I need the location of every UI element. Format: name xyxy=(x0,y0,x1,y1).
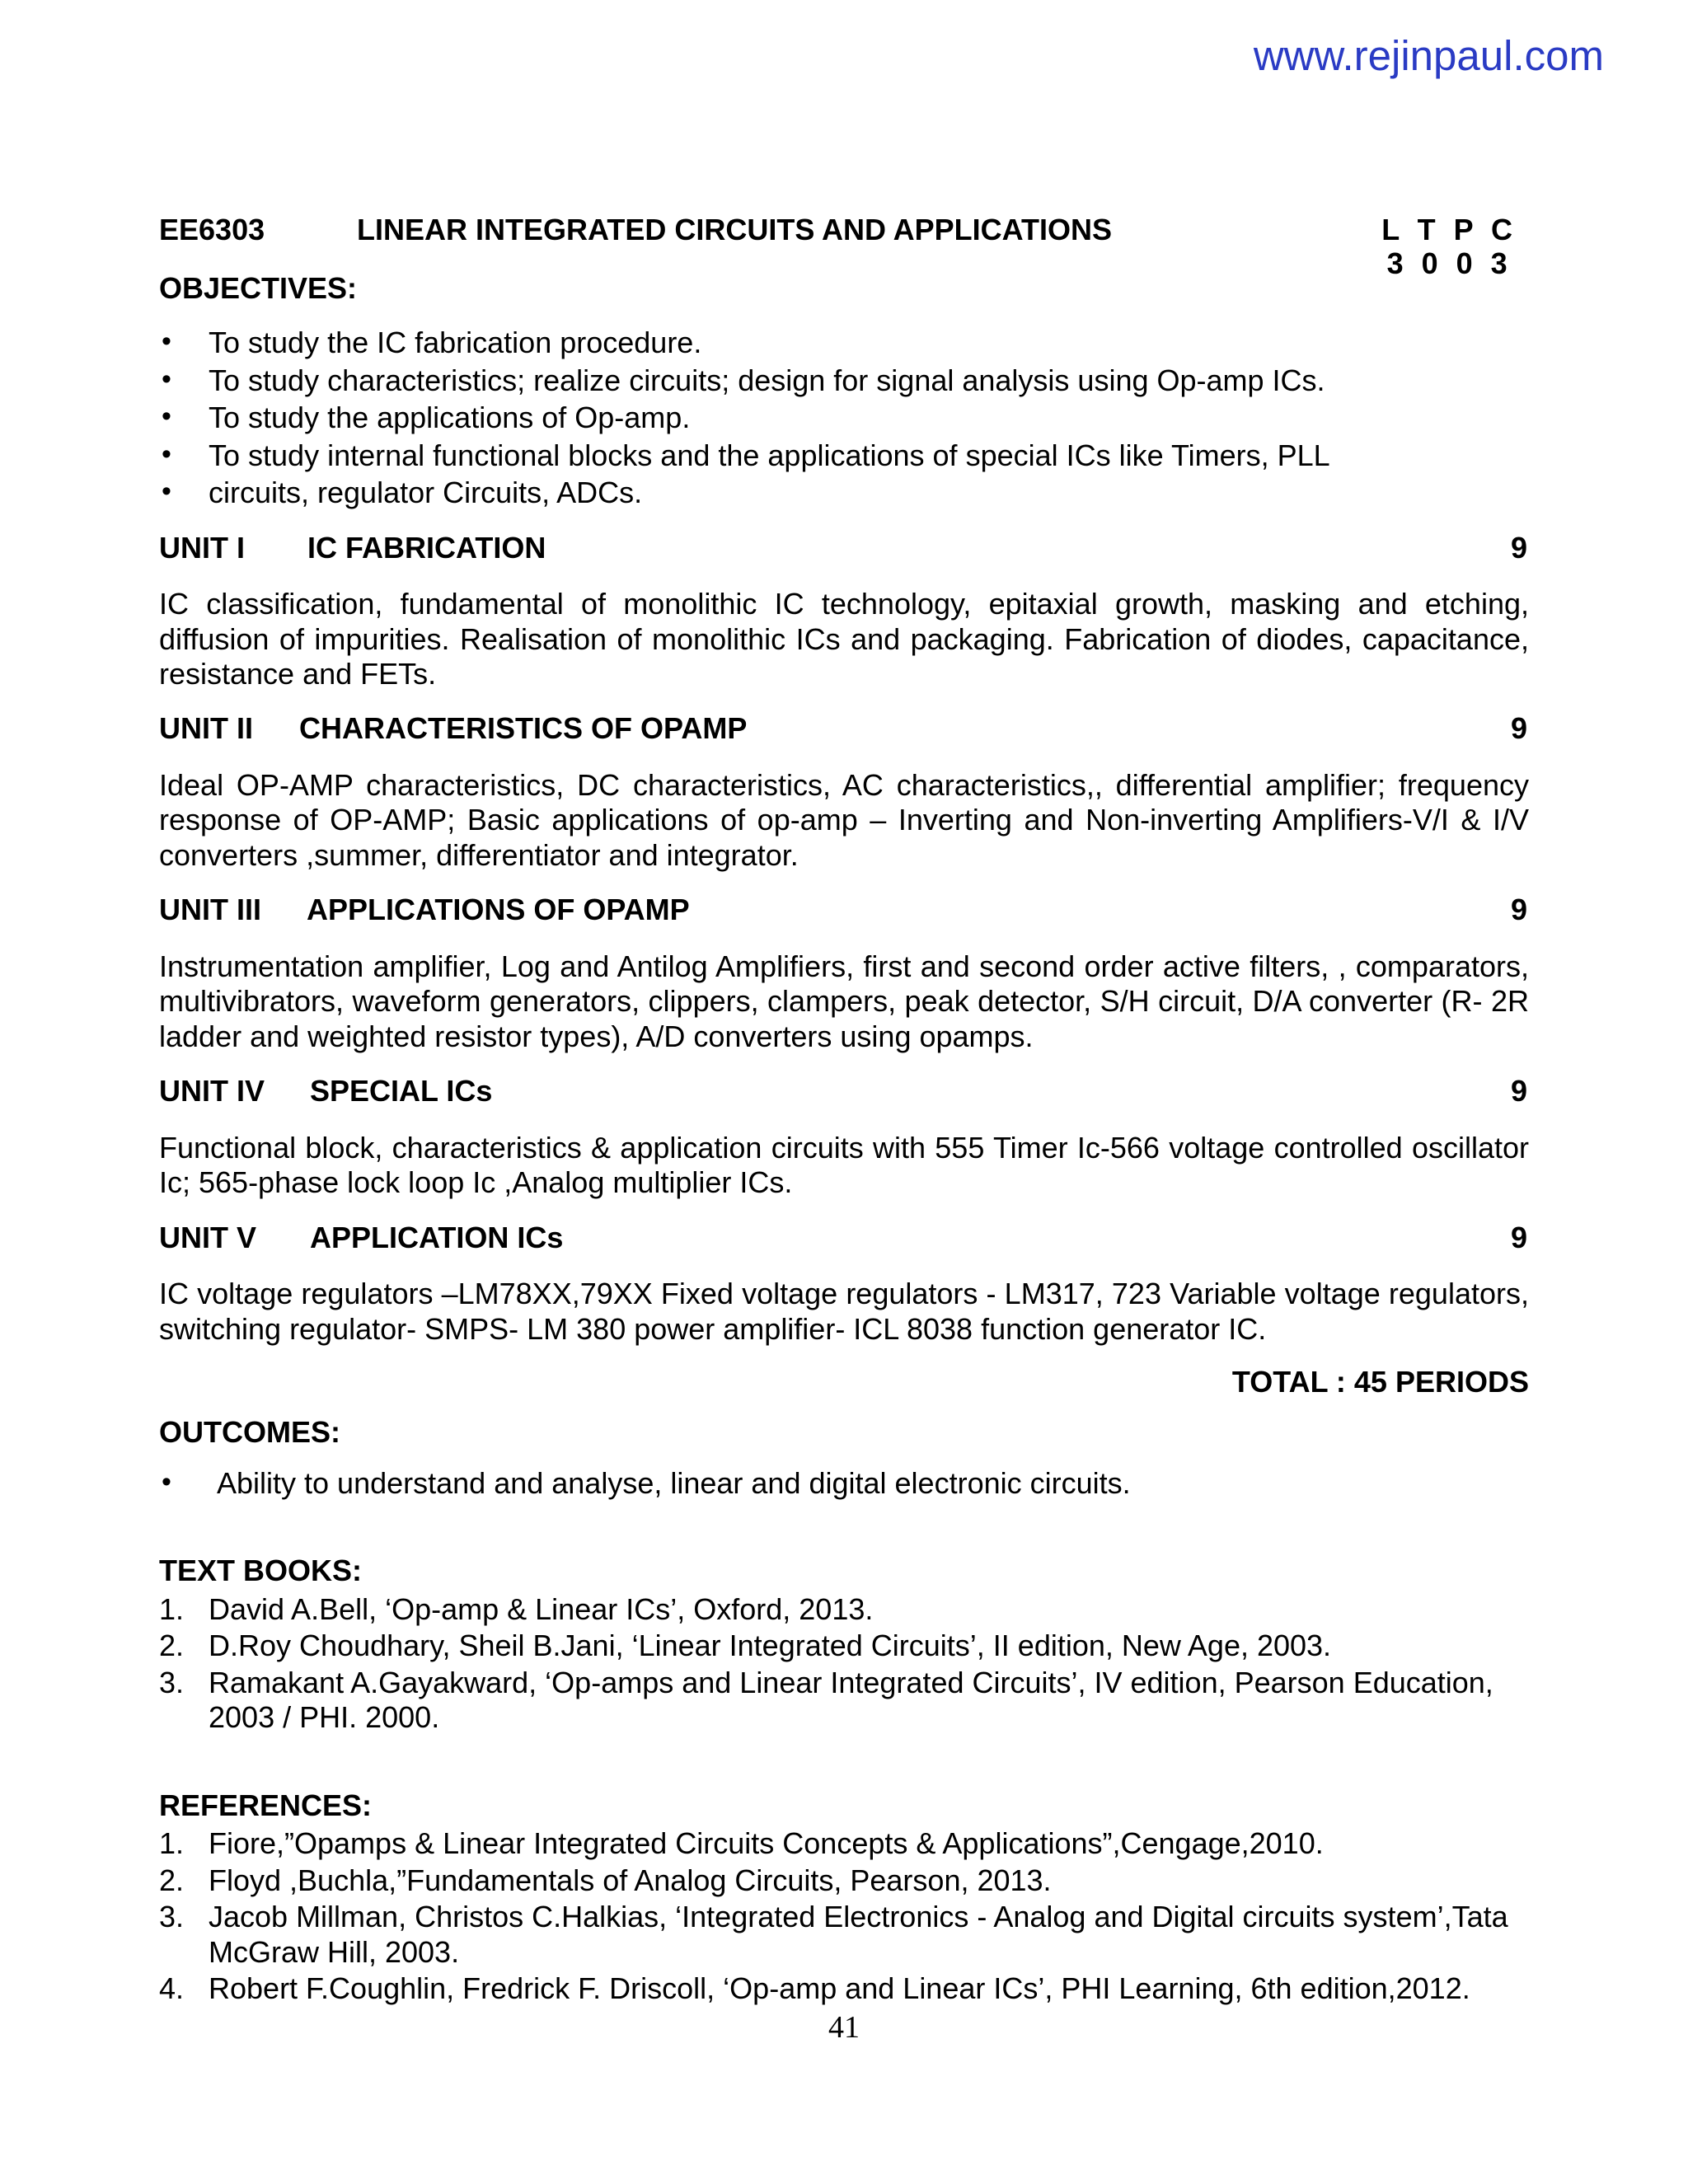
outcomes-heading: OUTCOMES: xyxy=(159,1414,340,1449)
list-item: • circuits, regulator Circuits, ADCs. xyxy=(159,476,1529,510)
unit-hours: 9 xyxy=(1510,1220,1527,1254)
item-number: 1. xyxy=(159,1826,185,1861)
item-text: David A.Bell, ‘Op-amp & Linear ICs’, Oxford, 2013. xyxy=(209,1591,874,1626)
outcomes-list xyxy=(159,1466,1529,1501)
item-number: 2. xyxy=(159,1863,185,1897)
unit-hours: 9 xyxy=(1510,530,1527,565)
unit-heading xyxy=(159,711,1529,746)
references-heading: REFERENCES: xyxy=(159,1788,373,1822)
unit-title: APPLICATION ICs xyxy=(310,1220,564,1254)
item-text: Ramakant A.Gayakward, ‘Op-amps and Linear Integrated Circuits’, IV edition, Pearson Education, 2003 / PHI. 2000. xyxy=(209,1665,1493,1735)
list-item: • To study characteristics; realize circuits; design for signal analysis using Op-amp ICs. xyxy=(159,363,1529,398)
unit-title: APPLICATIONS OF OPAMP xyxy=(307,893,690,927)
item-number: 1. xyxy=(159,1591,185,1626)
ltpc-block xyxy=(1381,213,1517,281)
unit-hours: 9 xyxy=(1510,893,1527,927)
item-text: Jacob Millman, Christos C.Halkias, ‘Integrated Electronics - Analog and Digital circuits system’,Tata McGraw Hill, 2003. xyxy=(209,1900,1508,1969)
list-item xyxy=(159,1629,1529,1663)
references-list xyxy=(159,1826,1529,2006)
unit-body: Functional block, characteristics & application circuits with 555 Timer Ic-566 voltage controlled oscillator Ic; 565-phase lock loop Ic ,Analog multiplier ICs. xyxy=(159,1130,1529,1200)
unit-title: SPECIAL ICs xyxy=(310,1074,493,1108)
item-number: 3. xyxy=(159,1665,185,1699)
unit-body: Ideal OP-AMP characteristics, DC characteristics, AC characteristics,, differential amplifier; frequency response of OP-AMP; Basic applications of op-amp – Inverting and Non-inverting Amplifiers-V/I & I/V converters ,summer, differentiator and integrator. xyxy=(159,767,1529,872)
unit-body: IC classification, fundamental of monolithic IC technology, epitaxial growth, masking and etching, diffusion of impurities. Realisation of monolithic ICs and packaging. Fabrication of diodes, capacitance, resistance and FETs. xyxy=(159,587,1529,691)
list-item xyxy=(159,1666,1529,1736)
page-number: 41 xyxy=(828,2010,860,2045)
unit-title: IC FABRICATION xyxy=(307,530,546,565)
unit-hours: 9 xyxy=(1510,1074,1527,1108)
unit-heading xyxy=(159,1074,1529,1108)
list-item: • To study the applications of Op-amp. xyxy=(159,401,1529,435)
ltpc-values: 3 0 0 3 xyxy=(1386,246,1512,281)
unit-id: UNIT V xyxy=(159,1220,257,1254)
unit-id: UNIT I xyxy=(159,530,245,565)
ltpc-labels: L T P C xyxy=(1381,213,1517,246)
list-item: • To study the IC fabrication procedure. xyxy=(159,326,1529,360)
item-text: Robert F.Coughlin, Fredrick F. Driscoll, ‘Op-amp and Linear ICs’, PHI Learning, 6th edition,2012. xyxy=(209,1971,1470,2006)
unit-body: IC voltage regulators –LM78XX,79XX Fixed voltage regulators - LM317, 723 Variable voltage regulators, switching regulator- SMPS- LM 380 power amplifier- ICL 8038 function generator IC. xyxy=(159,1277,1529,1346)
unit-heading xyxy=(159,531,1529,565)
total-periods: TOTAL : 45 PERIODS xyxy=(1231,1365,1529,1399)
unit-id: UNIT III xyxy=(159,893,261,927)
list-item xyxy=(159,1863,1529,1898)
unit-body: Instrumentation amplifier, Log and Antilog Amplifiers, first and second order active filters, , comparators, multivibrators, waveform generators, clippers, clampers, peak detector, S/H circuit, D/A converter (R- 2R ladder and weighted resistor types), A/D converters using opamps. xyxy=(159,949,1529,1053)
item-number: 3. xyxy=(159,1900,185,1934)
item-text: Fiore,”Opamps & Linear Integrated Circuits Concepts & Applications”,Cengage,2010. xyxy=(209,1826,1324,1861)
course-code: EE6303 xyxy=(159,213,265,246)
list-item xyxy=(159,1971,1529,2006)
text-books-heading: TEXT BOOKS: xyxy=(159,1554,363,1588)
course-title: LINEAR INTEGRATED CIRCUITS AND APPLICATIONS xyxy=(357,213,1112,246)
list-item xyxy=(159,1900,1529,1970)
objectives-heading: OBJECTIVES: xyxy=(159,270,358,305)
unit-hours: 9 xyxy=(1510,711,1527,746)
item-text: D.Roy Choudhary, Sheil B.Jani, ‘Linear Integrated Circuits’, II edition, New Age, 2003. xyxy=(209,1629,1332,1663)
unit-id: UNIT II xyxy=(159,711,253,746)
list-item: • To study internal functional blocks and the applications of special ICs like Timers, PLL xyxy=(159,438,1529,473)
text-books-list xyxy=(159,1592,1529,1736)
item-text: Floyd ,Buchla,”Fundamentals of Analog Circuits, Pearson, 2013. xyxy=(209,1863,1052,1897)
list-item xyxy=(159,1592,1529,1627)
unit-id: UNIT IV xyxy=(159,1074,265,1108)
syllabus-page xyxy=(159,213,1529,2008)
unit-title: CHARACTERISTICS OF OPAMP xyxy=(299,711,748,746)
site-url[interactable]: www.rejinpaul.com xyxy=(1253,32,1604,79)
item-number: 2. xyxy=(159,1629,185,1663)
list-item xyxy=(159,1826,1529,1861)
item-number: 4. xyxy=(159,1971,185,2006)
unit-heading xyxy=(159,893,1529,927)
unit-heading xyxy=(159,1221,1529,1255)
objectives-list xyxy=(159,326,1529,510)
list-item: • Ability to understand and analyse, linear and digital electronic circuits. xyxy=(159,1466,1529,1501)
